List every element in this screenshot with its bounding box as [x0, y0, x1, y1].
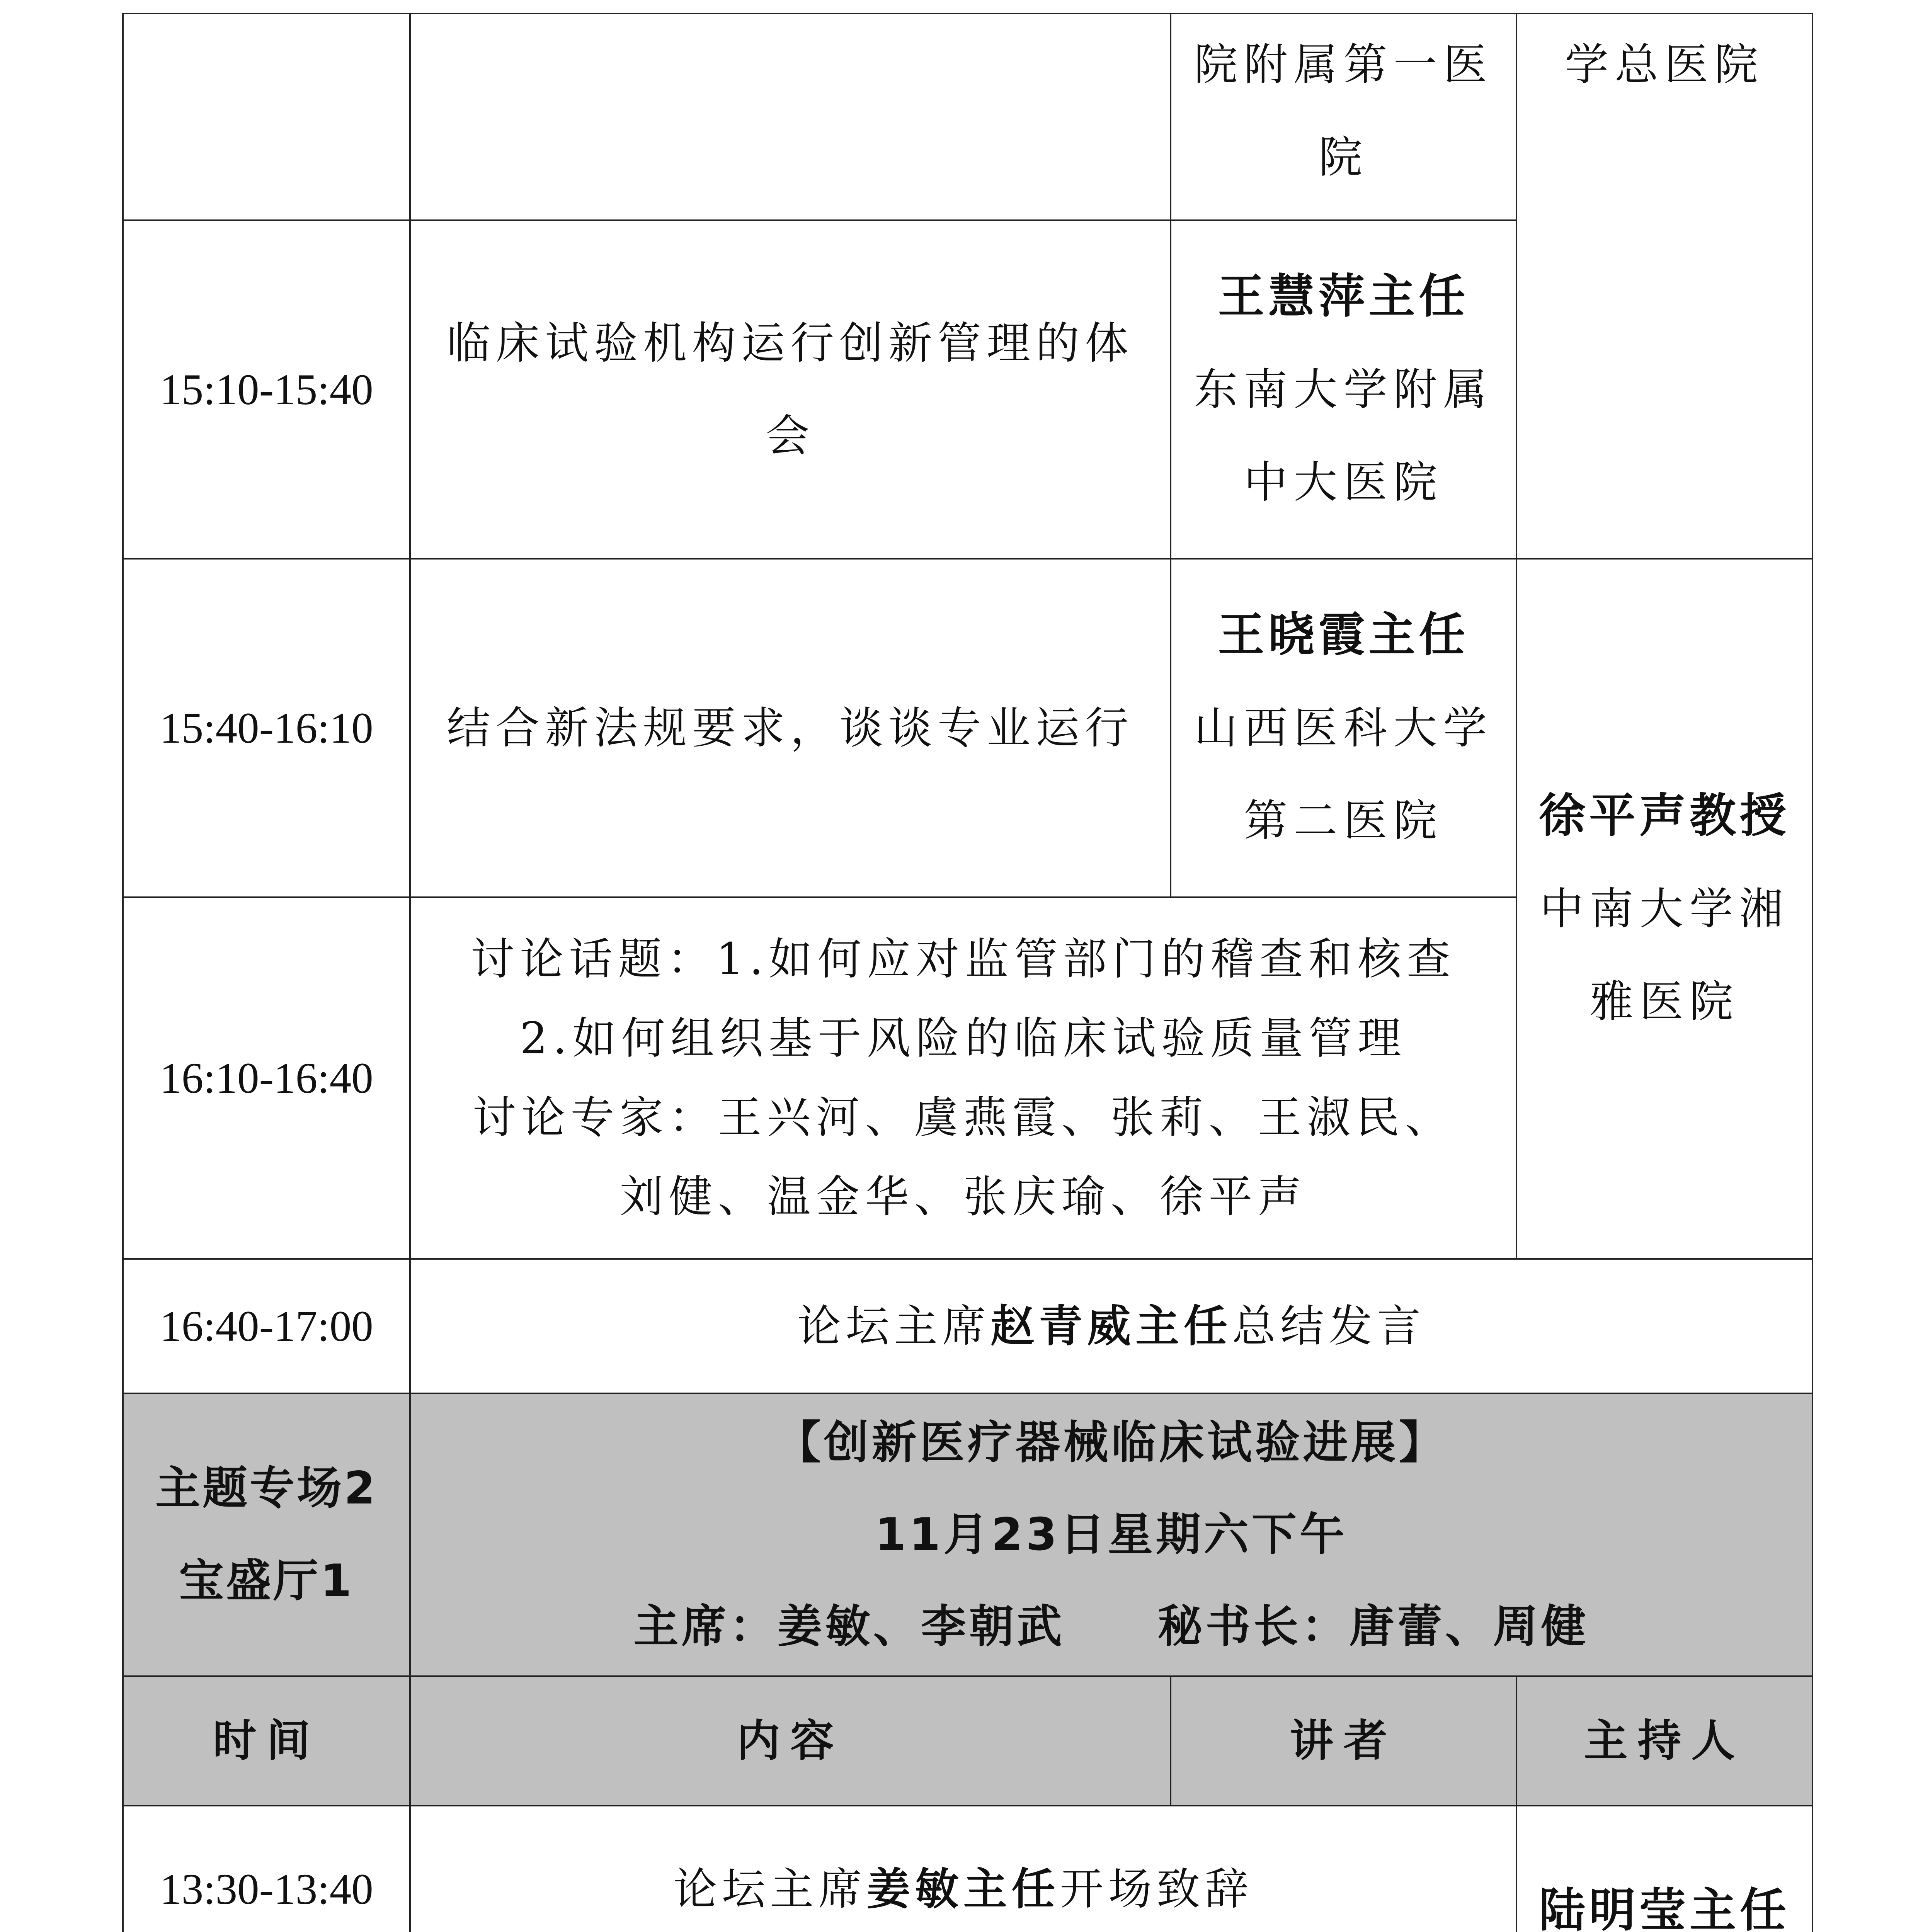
speaker-cell	[1171, 220, 1516, 559]
speaker-affiliation: 东南大学附属	[1194, 364, 1493, 415]
host-cell	[1516, 1806, 1812, 1932]
host-cell	[1516, 14, 1812, 559]
session-header-row	[123, 1393, 1812, 1676]
talk-title-line: 临床试验机构运行创新管理的体	[447, 318, 1134, 369]
opening-post: 开场致辞	[1060, 1863, 1253, 1915]
header-time: 时间	[123, 1676, 410, 1806]
header-host: 主持人	[1516, 1676, 1812, 1806]
closing-pre: 论坛主席	[797, 1300, 990, 1352]
session-secretaries: 秘书长：唐蕾、周健	[1157, 1600, 1589, 1653]
speaker-affiliation: 第二医院	[1244, 795, 1443, 846]
closing-post: 总结发言	[1232, 1300, 1425, 1352]
content-cell	[410, 220, 1171, 559]
content-cell	[410, 14, 1171, 220]
speaker-affiliation: 中大医院	[1244, 457, 1443, 508]
discussion-cell	[410, 897, 1516, 1259]
talk-title-line: 会	[766, 410, 815, 461]
time-cell: 15:40-16:10	[123, 559, 410, 897]
table-row	[123, 1806, 1812, 1932]
discussion-experts-line: 刘健、温金华、张庆瑜、徐平声	[619, 1171, 1307, 1222]
host-name: 陆明莹主任	[1539, 1884, 1790, 1932]
speaker-cell	[1171, 14, 1516, 220]
time-cell	[123, 14, 410, 220]
header-content: 内容	[410, 1676, 1171, 1806]
host-cell	[1516, 559, 1812, 1259]
host-affiliation: 雅医院	[1590, 976, 1739, 1027]
session-label-cell	[123, 1393, 410, 1676]
session-room: 宝盛厅1	[179, 1555, 354, 1607]
time-cell: 16:40-17:00	[123, 1259, 410, 1393]
host-affiliation: 中南大学湘	[1540, 883, 1789, 934]
header-speaker: 讲者	[1171, 1676, 1516, 1806]
time-cell: 15:10-15:40	[123, 220, 410, 559]
session-title: 【创新医疗器械临床试验进展】	[776, 1417, 1447, 1469]
session-chairs: 主席：姜敏、李朝武	[633, 1600, 1065, 1653]
content-cell	[410, 559, 1171, 897]
time-cell: 16:10-16:40	[123, 897, 410, 1259]
opening-pre: 论坛主席	[673, 1863, 867, 1915]
host-name: 徐平声教授	[1539, 789, 1790, 843]
closing-remarks-cell	[410, 1259, 1812, 1393]
table-row	[123, 559, 1812, 897]
speaker-affiliation: 院	[1319, 132, 1368, 183]
opening-remarks-cell	[410, 1806, 1516, 1932]
speaker-affiliation: 山西医科大学	[1194, 702, 1493, 753]
discussion-topic-line: 2.如何组织基于风险的临床试验质量管理	[520, 1013, 1407, 1064]
closing-speaker: 赵青威主任	[990, 1300, 1232, 1352]
session-chairs-line	[411, 1581, 1812, 1673]
column-header-row	[123, 1676, 1812, 1806]
session-label: 主题专场2	[155, 1462, 378, 1514]
discussion-experts-line: 讨论专家：王兴河、虞燕霞、张莉、王淑民、	[472, 1092, 1454, 1143]
session-info-cell	[410, 1393, 1812, 1676]
discussion-topic-line: 讨论话题：1.如何应对监管部门的稽查和核查	[471, 934, 1456, 985]
speaker-affiliation: 院附属第一医	[1194, 39, 1493, 90]
table-row	[123, 14, 1812, 220]
host-affiliation: 学总医院	[1565, 39, 1764, 90]
speaker-name: 王晓霞主任	[1218, 608, 1469, 662]
speaker-cell	[1171, 559, 1516, 897]
schedule-table	[122, 13, 1813, 1932]
session-date: 11月23日星期六下午	[875, 1509, 1348, 1561]
opening-speaker: 姜敏主任	[866, 1863, 1060, 1915]
speaker-name: 王慧萍主任	[1218, 270, 1469, 323]
time-cell: 13:30-13:40	[123, 1806, 410, 1932]
talk-title-line: 结合新法规要求，谈谈专业运行	[447, 702, 1134, 753]
table-row	[123, 1259, 1812, 1393]
